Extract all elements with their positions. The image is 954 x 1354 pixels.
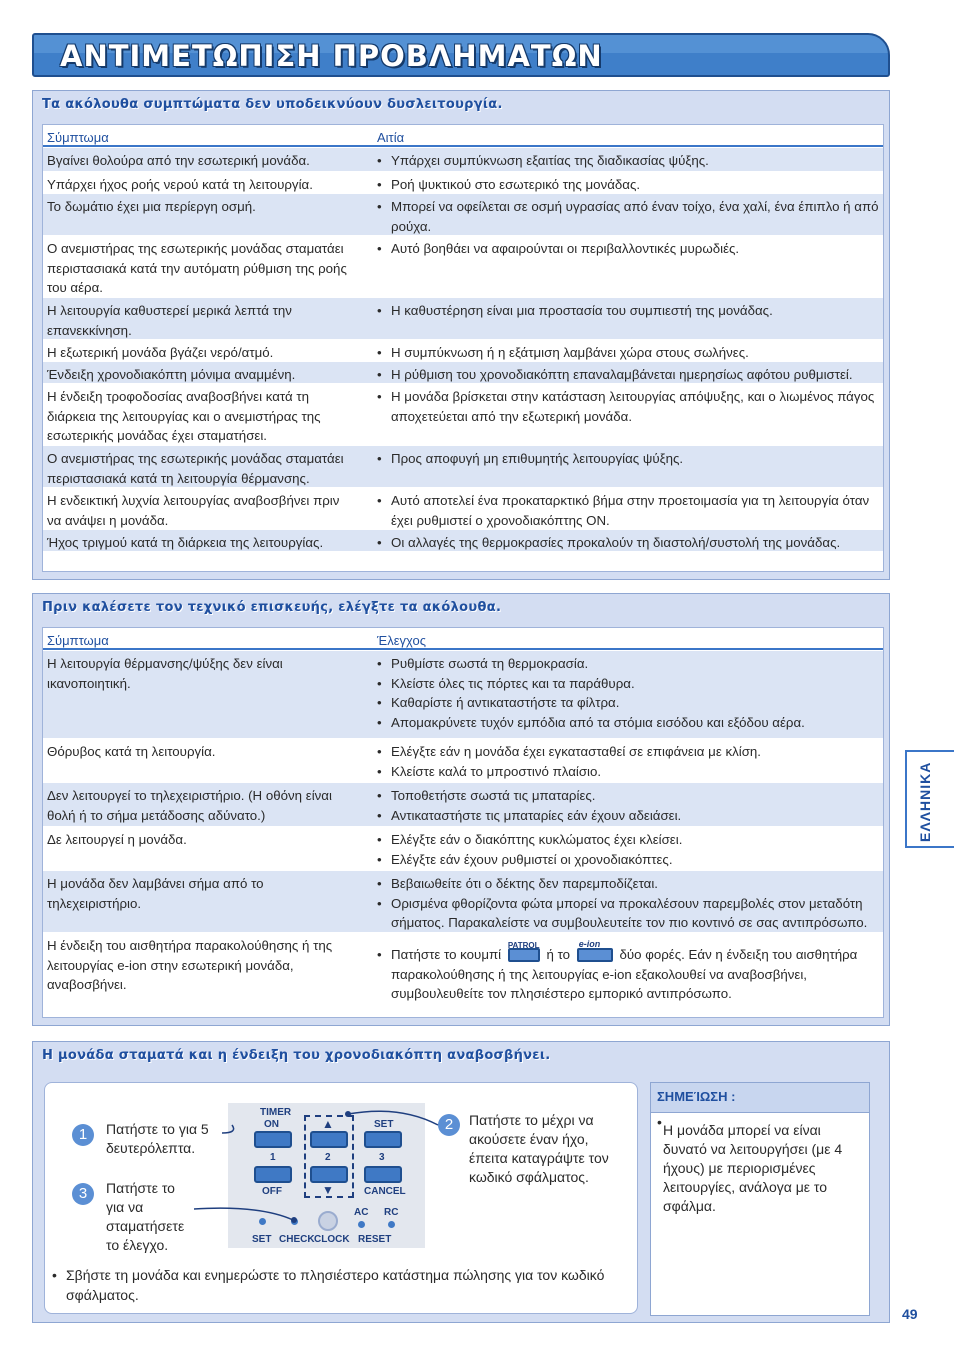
symptom-cell: Το δωμάτιο έχει μια περίεργη οσμή. bbox=[47, 199, 256, 214]
check-item: • Βεβαιωθείτε ότι ο δέκτης δεν παρεμποδίζεται. bbox=[377, 874, 882, 894]
section2-heading: Πριν καλέσετε τον τεχνικό επισκευής, ελέγξτε τα ακόλουθα. bbox=[42, 600, 502, 615]
cause-cell: • Προς αποφυγή μη επιθυμητής λειτουργίας ψύξης. bbox=[377, 449, 882, 469]
cause-cell: • Οι αλλαγές της θερμοκρασίες προκαλούν τη διαστολή/συστολή της μονάδας. bbox=[377, 533, 882, 553]
symptom-cell: Ο ανεμιστήρας της εσωτερικής μονάδας σταματάει περιστασιακά κατά την αυτόματη ρύθμιση της ροής του αέρα. bbox=[47, 241, 347, 295]
col-symptom: Σύμπτωμα bbox=[47, 633, 109, 648]
patrol-button-label: PATROL bbox=[507, 941, 540, 951]
step1-number: 1 bbox=[72, 1124, 94, 1146]
symptom-cell: Δεν λειτουργεί το τηλεχειριστήριο. (Η οθόνη είναι θολή ή το σήμα μετάδοσης αδύνατο.) bbox=[47, 788, 332, 823]
language-tab bbox=[905, 750, 954, 848]
check-item: • Απομακρύνετε τυχόν εμπόδια από τα στόμια εισόδου και εξόδου αέρα. bbox=[377, 713, 882, 733]
check-text-pre: Πατήστε το κουμπί bbox=[391, 947, 505, 962]
cause-cell: • Μπορεί να οφείλεται σε οσμή υγρασίας από έναν τοίχο, ένα χαλί, ένα έπιπλο ή από ρούχα. bbox=[377, 197, 882, 236]
cause-cell: • Αυτό αποτελεί ένα προκαταρκτικό βήμα στην προετοιμασία για τη λειτουργία όταν έχει ρυθμιστεί ο χρονοδιακόπτης ON. bbox=[377, 491, 882, 530]
symptom-cell: Ήχος τριγμού κατά τη διάρκεια της λειτουργίας. bbox=[47, 535, 324, 550]
step3-number: 3 bbox=[72, 1183, 94, 1205]
step2-number: 2 bbox=[438, 1114, 460, 1136]
cause-cell: • Η μονάδα βρίσκεται στην κατάσταση λειτουργίας απόψυξης, και ο λιωμένος πάγος αποχετεύεται από την εξωτερική μονάδα. bbox=[377, 387, 882, 426]
remote-1-label: 1 bbox=[270, 1152, 276, 1163]
e-ion-button-label: e-ion bbox=[578, 939, 601, 950]
down-arrow-icon: ▼ bbox=[322, 1183, 334, 1197]
col-cause: Αιτία bbox=[377, 130, 405, 145]
check-item: • Ορισμένα φθορίζοντα φώτα μπορεί να προκαλέσουν παρεμβολές στον μεταδότη σήματος. Παρακαλείστε να συμβουλευτείτε τον πιο κοντινό σε σας αντιπρόσωπο. bbox=[377, 894, 882, 933]
cause-cell: • Η καθυστέρηση είναι μια προστασία του συμπιεστή της μονάδας. bbox=[377, 301, 882, 321]
symptom-cell: Υπάρχει ήχος ροής νερού κατά τη λειτουργία. bbox=[47, 177, 313, 192]
cause-cell: • Αυτό βοηθάει να αφαιρούνται οι περιβαλλοντικές μυρωδιές. bbox=[377, 239, 882, 259]
remote-check-label: CHECK bbox=[279, 1234, 315, 1245]
section1-heading: Τα ακόλουθα συμπτώματα δεν υποδεικνύουν δυσλειτουργία. bbox=[42, 97, 503, 112]
page-number: 49 bbox=[902, 1306, 918, 1322]
step1-text: Πατήστε το για 5 δευτερόλεπτα. bbox=[106, 1121, 209, 1156]
section3-heading: Η μονάδα σταματά και η ένδειξη του χρονοδιακόπτη αναβοσβήνει. bbox=[42, 1048, 551, 1063]
check-item: • Ελέγξτε εάν ο διακόπτης κυκλώματος έχει κλείσει. bbox=[377, 830, 882, 850]
step3-text: Πατήστε το για να σταματήσετε το έλεγχο. bbox=[106, 1180, 185, 1253]
check-item: • Ρυθμίστε σωστά τη θερμοκρασία. bbox=[377, 654, 882, 674]
remote-off-label: OFF bbox=[262, 1186, 282, 1197]
note-heading: ΣΗΜΕΊΩΣΗ : bbox=[651, 1083, 869, 1113]
symptom-cell: Η ένδειξη του αισθητήρα παρακολούθησης ή της λειτουργίας e-ion στην εσωτερική μονάδα, αναβοσβήνει. bbox=[47, 938, 333, 992]
callout-step3 bbox=[194, 1208, 293, 1220]
symptom-cell: Θόρυβος κατά τη λειτουργία. bbox=[47, 744, 216, 759]
remote-timer-label: TIMER bbox=[260, 1107, 292, 1118]
remote-3-label: 3 bbox=[379, 1152, 385, 1163]
up-arrow-icon: ▲ bbox=[322, 1117, 334, 1131]
remote-set-label: SET bbox=[374, 1119, 394, 1130]
cause-cell: • Ροή ψυκτικού στο εσωτερικό της μονάδας. bbox=[377, 175, 882, 195]
check-item: • Κλείστε καλά το μπροστινό πλαίσιο. bbox=[377, 762, 882, 782]
remote-reset-label: RESET bbox=[358, 1234, 392, 1245]
col-symptom: Σύμπτωμα bbox=[47, 130, 109, 145]
check-item: • Καθαρίστε ή αντικαταστήστε τα φίλτρα. bbox=[377, 693, 882, 713]
check-text-mid: ή το bbox=[542, 947, 574, 962]
cause-cell: • Η ρύθμιση του χρονοδιακόπτη επαναλαμβάνεται ημερησίως αφότου ρυθμιστεί. bbox=[377, 365, 882, 385]
note-box bbox=[650, 1082, 870, 1316]
callout-step2 bbox=[348, 1111, 438, 1125]
remote-2-label: 2 bbox=[325, 1152, 331, 1163]
note-text: • Η μονάδα μπορεί να είναι δυνατό να λειτουργήσει (με 4 ήχους) με περιορισμένες λειτουργίες, ανάλογα με το σφάλμα. bbox=[657, 1113, 869, 1224]
cause-cell: • Η συμπύκνωση ή η εξάτμιση λαμβάνει χώρα στους σωλήνες. bbox=[377, 343, 882, 363]
col-check: Έλεγχος bbox=[377, 633, 426, 648]
callout-dot-step3 bbox=[291, 1217, 297, 1223]
remote-ac-label: AC bbox=[354, 1207, 369, 1218]
remote-set2-label: SET bbox=[252, 1234, 272, 1245]
check-item: • Τοποθετήστε σωστά τις μπαταρίες. bbox=[377, 786, 882, 806]
remote-on-label: ON bbox=[264, 1119, 279, 1130]
check-item: • Κλείστε όλες τις πόρτες και τα παράθυρα. bbox=[377, 674, 882, 694]
symptom-cell: Η λειτουργία καθυστερεί μερικά λεπτά την επανεκκίνηση. bbox=[47, 303, 292, 338]
language-tab-label: ΕΛΛΗΝΙΚΑ bbox=[917, 761, 933, 842]
remote-cancel-label: CANCEL bbox=[364, 1186, 406, 1197]
symptom-cell: Η ένδειξη τροφοδοσίας αναβοσβήνει κατά τη διάρκεια της λειτουργίας και ο ανεμιστήρας της εσωτερικής μονάδας έχει σταματήσει. bbox=[47, 389, 321, 443]
symptom-cell: Ο ανεμιστήρας της εσωτερικής μονάδας σταματάει περιστασιακά κατά τη λειτουργία θέρμανσης. bbox=[47, 451, 344, 486]
step2-text: Πατήστε το μέχρι να ακούσετε έναν ήχο, έπειτα καταγράψτε τον κωδικό σφάλματος. bbox=[469, 1112, 609, 1185]
check-text-post: δύο φορές. Εάν η ένδειξη του αισθητήρα παρακολούθησης ή της λειτουργίας e-ion εξακολουθεί να αναβοσβήνει, συμβουλευθείτε τον πλησιέστερο εμπορικό αντιπρόσωπο. bbox=[391, 947, 858, 1001]
procedure-footer: • Σβήστε τη μονάδα και ενημερώστε το πλησιέστερο κατάστημα πώλησης για τον κωδικό σφάλματος. bbox=[52, 1265, 612, 1305]
symptom-cell: Ένδειξη χρονοδιακόπτη μόνιμα αναμμένη. bbox=[47, 367, 296, 382]
page-title: ΑΝΤΙΜΕΤΩΠΙΣΗ ΠΡΟΒΛΗΜΑΤΩΝ bbox=[60, 39, 603, 73]
check-item: • Ελέγξτε εάν η μονάδα έχει εγκατασταθεί σε επιφάνεια με κλίση. bbox=[377, 742, 882, 762]
symptom-cell: Δε λειτουργεί η μονάδα. bbox=[47, 832, 187, 847]
symptom-cell: Η λειτουργία θέρμανσης/ψύξης δεν είναι ικανοποιητική. bbox=[47, 656, 283, 691]
remote-clock-label: CLOCK bbox=[314, 1234, 350, 1245]
symptom-cell: Βγαίνει θολούρα από την εσωτερική μονάδα. bbox=[47, 153, 310, 168]
check-item: • Αντικαταστήστε τις μπαταρίες εάν έχουν αδειάσει. bbox=[377, 806, 882, 826]
remote-rc-label: RC bbox=[384, 1207, 399, 1218]
symptom-cell: Η μονάδα δεν λαμβάνει σήμα από το τηλεχειριστήριο. bbox=[47, 876, 264, 911]
cause-cell: • Υπάρχει συμπύκνωση εξαιτίας της διαδικασίας ψύξης. bbox=[377, 151, 882, 171]
callout-dot-step2 bbox=[345, 1111, 351, 1117]
symptom-cell: Η εξωτερική μονάδα βγάζει νερό/ατμό. bbox=[47, 345, 274, 360]
symptom-cell: Η ενδεικτική λυχνία λειτουργίας αναβοσβήνει πριν να ανάψει η μονάδα. bbox=[47, 493, 340, 528]
check-item: • Ελέγξτε εάν έχουν ρυθμιστεί οι χρονοδιακόπτες. bbox=[377, 850, 882, 870]
callout-step1 bbox=[222, 1125, 234, 1133]
